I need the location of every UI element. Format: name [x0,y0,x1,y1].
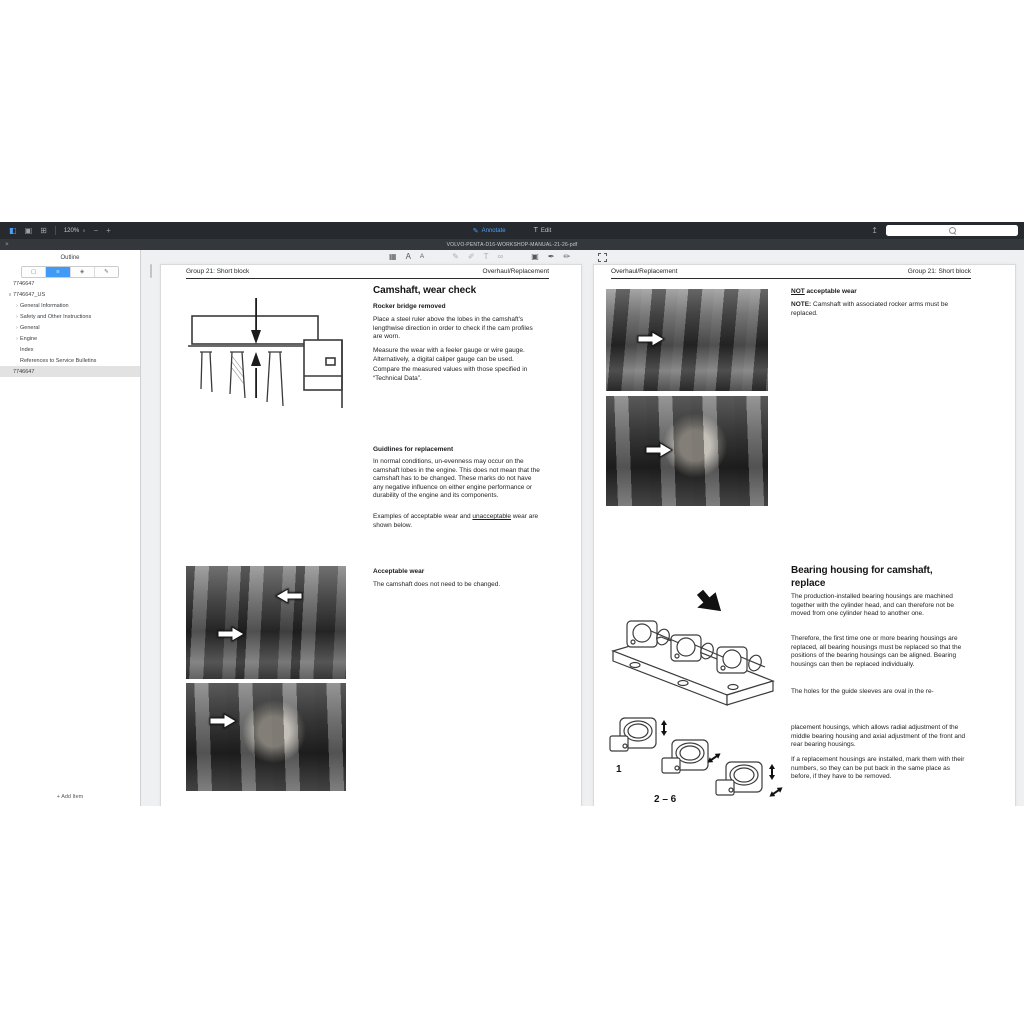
outline-item-label: Safety and Other Instructions [20,313,92,320]
header-left: Overhaul/Replacement [611,268,678,275]
annotate-label: Annotate [481,227,506,234]
zoom-out-button[interactable]: − [93,225,99,235]
search-input[interactable] [886,225,1018,236]
disclosure-icon[interactable]: › [16,302,18,309]
outline-item[interactable] [0,300,140,311]
sidebar-title: Outline [60,255,80,261]
outline-item-label: 7746647 [13,280,35,287]
single-page-view-icon[interactable]: ▣ [24,225,33,235]
figure-label-1: 1 [616,764,622,775]
paragraph: The camshaft does not need to be changed. [373,581,501,588]
outline-item-label: 7746647 [13,368,35,375]
sidebar-tab-annotations[interactable]: ✎ [95,267,118,277]
edit-label: Edit [540,227,552,234]
bearing-housing-head-diagram [609,583,777,707]
not-acceptable-wear-photo-2 [606,396,768,506]
pdf-page-right [593,264,1016,806]
subheading [791,288,857,295]
main-toolbar [0,222,1024,239]
zoom-level[interactable]: 120% [63,227,80,234]
underlined-text: unacceptable [472,513,512,520]
fullscreen-icon[interactable] [598,253,607,262]
disclosure-icon[interactable]: › [16,313,18,320]
font-increase-icon[interactable]: A [405,252,411,261]
scrollbar[interactable] [150,264,152,278]
outline-item-selected[interactable] [0,366,140,377]
pdf-page-left [160,264,582,806]
paragraph: Compare the measured values with those specified in “Technical Data”. [373,366,528,382]
text-tool-icon[interactable]: T [483,252,489,261]
font-decrease-icon[interactable]: A [419,252,425,260]
toolbar-right [871,222,1018,239]
search-icon [949,227,956,234]
arrow-right-icon [208,713,238,729]
document-tab-bar [0,239,1024,250]
outline-sidebar [0,250,141,806]
acceptable-wear-photo-2 [186,683,346,791]
text-run: Examples of acceptable wear and [373,513,473,520]
sidebar-tab-bookmarks[interactable]: ◈ [71,267,95,277]
outline-item-label: Engine [20,335,38,342]
text-column [373,265,540,806]
text-run: wear are shown below. [373,513,539,529]
annotation-toolbar [389,251,607,263]
header-left: Group 21: Short block [186,268,250,275]
stamp-icon[interactable]: ▣ [531,252,539,261]
marker-icon[interactable]: ✏ [563,252,571,261]
arrow-left-icon [274,588,304,604]
arrow-right-icon [216,626,246,642]
sidebar-tab-switcher [21,266,119,278]
paragraph [373,513,540,530]
paragraph: placement housings, which allows radial adjustment of the middle bearing housing and axial adjustment of the front and rear bearing housings. [791,724,966,749]
edit-icon: T [533,227,538,234]
paragraph: The production-installed bearing housings are machined together with the cylinder head, and can therefore not be moved from one cylinder head to another one. [791,593,954,618]
chevron-down-icon: ∨ [82,227,86,233]
edit-mode-button[interactable] [534,227,552,234]
paragraph: Place a steel ruler above the lobes in the camshaft's lengthwise direction in order to check if the cam profiles are worn. [373,316,533,341]
highlighter-icon[interactable]: ✐ [467,252,475,261]
header-right: Group 21: Short block [907,268,971,275]
outline-item[interactable] [0,311,140,322]
paragraph: Therefore, the first time one or more bearing housings are replaced, all bearing housings must be replaced so that the positions of the bearing housings can be aligned. Bearing housings can then be replaced individually. [791,635,962,668]
figure-label-2-6: 2 – 6 [654,794,677,805]
add-item-button[interactable]: + Add Item [56,794,84,800]
signature-icon[interactable]: ✒ [547,252,555,261]
paragraph: In normal conditions, un-evenness may occur on the camshaft lobes in the engine. This does not mean that the camshaft has to be changed. These marks do not have any negative influence on either engine performance or durability of the engine and its components. [373,458,540,500]
share-icon[interactable]: ↥ [871,225,878,235]
zoom-in-button[interactable]: + [106,225,111,235]
outline-item-label: Index [20,346,34,353]
sidebar-tab-outline[interactable]: ≡ [46,267,70,277]
subheading: Rocker bridge removed [373,303,446,310]
outline-item[interactable] [0,322,140,333]
paragraph: The holes for the guide sleeves are oval in the re- [791,688,934,695]
subheading: Acceptable wear [373,568,425,575]
text-column [791,265,968,806]
outline-item[interactable] [0,278,140,289]
outline-item-label: General Information [20,302,69,309]
grid-view-icon[interactable]: ⊞ [40,225,47,235]
outline-item[interactable] [0,355,140,366]
underlined-text: NOT [791,288,805,295]
outline-item[interactable] [0,289,140,300]
sidebar-tab-thumbnails[interactable]: ▢ [22,267,46,277]
header-right: Overhaul/Replacement [482,268,549,275]
disclosure-icon[interactable]: › [16,324,18,331]
table-icon[interactable]: ▦ [389,252,397,261]
not-acceptable-wear-photo-1 [606,289,768,391]
annotate-mode-button[interactable] [473,227,506,235]
document-title: VOLVO-PENTA-D16-WORKSHOP-MANUAL-21-26-pdf [446,241,578,248]
arrow-right-icon [636,331,666,347]
sidebar-toggle-icon[interactable]: ◧ [9,225,17,235]
outline-item-label: 7746647_US [13,291,46,298]
link-icon[interactable]: ∞ [497,252,504,261]
disclosure-icon[interactable]: ∨ [8,291,12,298]
section-title: Bearing housing for camshaft, replace [791,565,933,589]
close-tab-icon[interactable]: × [5,241,9,248]
outline-item-label: General [20,324,40,331]
text-run: acceptable wear [804,288,857,295]
text-run: Camshaft with associated rocker arms must be replaced. [791,301,949,317]
paragraph: Measure the wear with a feeler gauge or wire gauge. Alternatively, a digital caliper gauge can be used. [373,347,525,363]
acceptable-wear-photo-1 [186,566,346,679]
subheading: Guidlines for replacement [373,446,454,453]
outline-item-label: References to Service Bulletins [20,357,97,364]
note-paragraph [791,301,968,318]
pencil-icon[interactable]: ✎ [452,252,459,261]
rocker-bridge-diagram [186,294,346,410]
note-label: NOTE: [791,301,812,308]
outline-list [0,278,140,377]
outline-item[interactable] [0,333,140,344]
paragraph: If a replacement housings are installed, mark them with their numbers, so they can be put back in the same place as before, if they have to be removed. [791,756,965,781]
outline-item[interactable] [0,344,140,355]
section-title: Camshaft, wear check [373,285,477,296]
pdf-viewer[interactable] [141,250,1024,806]
disclosure-icon[interactable]: › [16,335,18,342]
annotate-icon: ✎ [472,227,479,235]
content-area [0,250,1024,806]
replacement-housings-diagram [606,710,788,806]
arrow-right-icon [644,442,674,458]
